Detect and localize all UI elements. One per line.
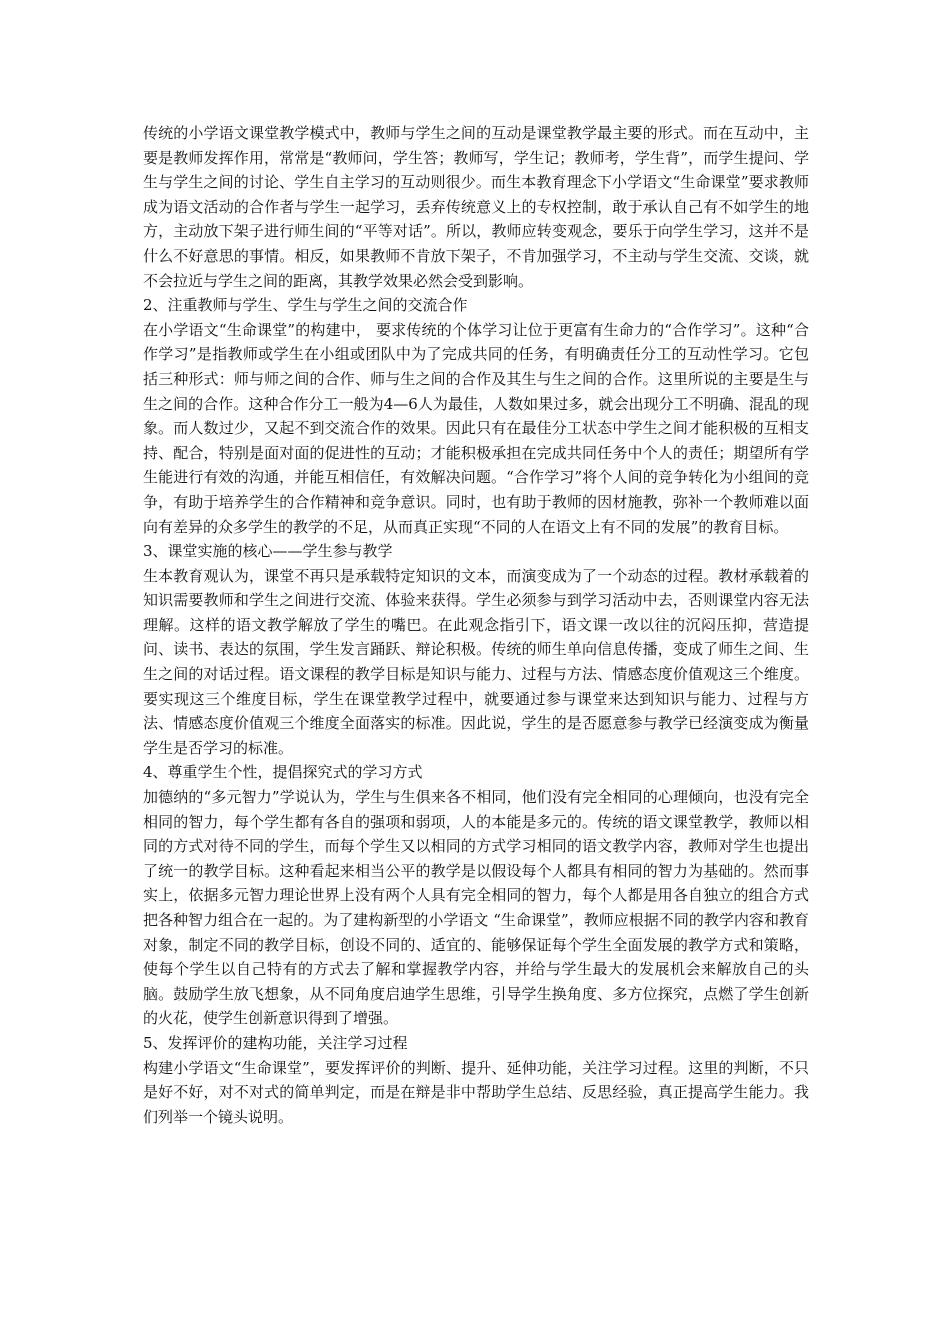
section-4-paragraph: 加德纳的“多元智力”学说认为，学生与生俱来各不相同，他们没有完全相同的心理倾向，也没有完全相同的智力，每个学生都有各自的强项和弱项，人的本能是多元的。传统的语文课堂教学，教师以相同的方式对待不同的学生，而每个学生又以相同的方式学习相同的语文教学内容，教师对学生也提出了统一的教学目标。这种看起来相当公平的教学是以假设每个人都具有相同的智力为基础的。然而事实上，依据多元智力理论世界上没有两个人具有完全相同的智力，每个人都是用各自独立的组合方式把各种智力组合在一起的。为了建构新型的小学语文 “生命课堂”，教师应根据不同的教学内容和教育对象，制定不同的教学目标，创设不同的、适宜的、能够保证每个学生全面发展的教学方式和策略，使每个学生以自己特有的方式去了解和掌握教学内容，并给与学生最大的发展机会来解放自己的头脑。鼓励学生放飞想象，从不同角度启迪学生思维，引导学生换角度、多方位探究，点燃了学生创新的火花，使学生创新意识得到了增强。 [143, 788, 809, 1028]
section-heading-3: 3、课堂实施的核心——学生参与教学 [143, 542, 393, 561]
document-page [143, 121, 809, 1129]
section-heading-4: 4、尊重学生个性，提倡探究式的学习方式 [143, 763, 423, 782]
section-5-paragraph: 构建小学语文“生命课堂”，要发挥评价的判断、提升、延伸功能，关注学习过程。这里的判断，不只是好不好，对不对式的简单判定，而是在辩是非中帮助学生总结、反思经验，真正提高学生能力。我们列举一个镜头说明。 [143, 1058, 809, 1126]
section-2-paragraph: 在小学语文“生命课堂”的构建中， 要求传统的个体学习让位于更富有生命力的“合作学习”。这种“合作学习”是指教师或学生在小组或团队中为了完成共同的任务，有明确责任分工的互动性学习。它包括三种形式：师与师之间的合作、师与生之间的合作及其生与生之间的合作。这里所说的主要是生与生之间的合作。这种合作分工一般为4—6人为最佳，人数如果过多，就会出现分工不明确、混乱的现象。而人数过少，又起不到交流合作的效果。因此只有在最佳分工状态中学生之间才能积极的互相支持、配合，特别是面对面的促进性的互动；才能积极承担在完成共同任务中个人的责任；期望所有学生能进行有效的沟通，并能互相信任，有效解决问题。“合作学习”将个人间的竞争转化为小组间的竞争，有助于培养学生的合作精神和竞争意识。同时，也有助于教师的因材施教，弥补一个教师难以面向有差异的众多学生的教学的不足，从而真正实现“不同的人在语文上有不同的发展”的教育目标。 [143, 320, 809, 536]
section-heading-2: 2、注重教师与学生、学生与学生之间的交流合作 [143, 296, 468, 315]
section-heading-5: 5、发挥评价的建构功能，关注学习过程 [143, 1033, 408, 1052]
intro-paragraph: 传统的小学语文课堂教学模式中，教师与学生之间的互动是课堂教学最主要的形式。而在互动中，主要是教师发挥作用，常常是“教师问，学生答；教师写，学生记；教师考，学生背”，而学生提问、学生与学生之间的讨论、学生自主学习的互动则很少。而生本教育理念下小学语文“生命课堂”要求教师成为语文活动的合作者与学生一起学习，丢弃传统意义上的专权控制，敢于承认自己有不如学生的地方，主动放下架子进行师生间的“平等对话”。所以，教师应转变观念，要乐于向学生学习，这并不是什么不好意思的事情。相反，如果教师不肯放下架子，不肯加强学习，不主动与学生交流、交谈，就不会拉近与学生之间的距离，其教学效果必然会受到影响。 [143, 124, 809, 290]
section-3-paragraph: 生本教育观认为，课堂不再只是承载特定知识的文本，而演变成为了一个动态的过程。教材承载着的知识需要教师和学生之间进行交流、体验来获得。学生必须参与到学习活动中去，否则课堂内容无法理解。这样的语文教学解放了学生的嘴巴。在此观念指引下，语文课一改以往的沉闷压抑，营造提问、读书、表达的氛围，学生发言踊跃、辩论积极。传统的师生单向信息传播，变成了师生之间、生生之间的对话过程。语文课程的教学目标是知识与能力、过程与方法、情感态度价值观这三个维度。要实现这三个维度目标，学生在课堂教学过程中，就要通过参与课堂来达到知识与能力、过程与方法、情感态度价值观三个维度全面落实的标准。因此说，学生的是否愿意参与教学已经演变成为衡量学生是否学习的标准。 [143, 566, 809, 757]
